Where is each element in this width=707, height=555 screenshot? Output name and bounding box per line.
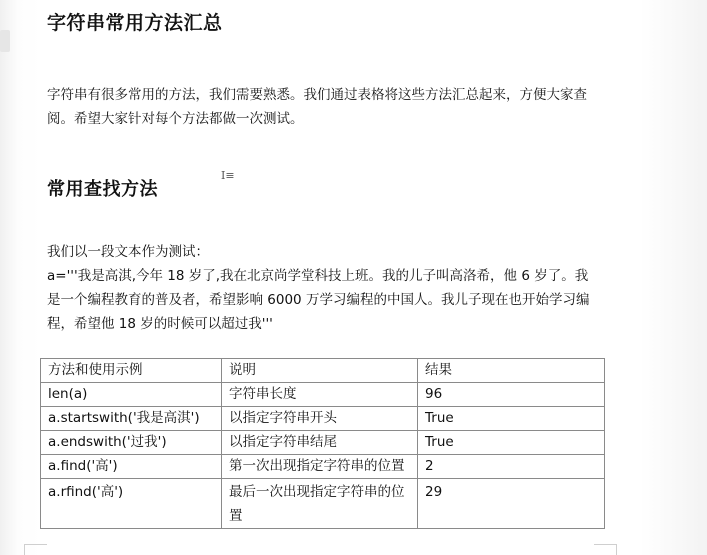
table-row [41,455,605,479]
table-cell: 29 [418,479,605,529]
table-cell: 2 [418,455,605,479]
table-header-cell: 说明 [222,359,418,383]
table-cell: 最后一次出现指定字符串的位置 [222,479,418,529]
table-header-cell: 结果 [418,359,605,383]
intro-paragraph: 字符串有很多常用的方法，我们需要熟悉。我们通过表格将这些方法汇总起来，方便大家查阅。希望大家针对每个方法都做一次测试。 [47,87,587,127]
table-cell: len(a) [41,383,222,407]
table-cell: a.find('高') [41,455,222,479]
table-cell: a.endswith('过我') [41,431,222,455]
table-header-cell: 方法和使用示例 [41,359,222,383]
page-corner-mark [24,544,47,555]
table-row [41,383,605,407]
table-row [41,431,605,455]
table-cell: 96 [418,383,605,407]
table-cell: True [418,407,605,431]
example-line: a='''我是高淇,今年 18 岁了,我在北京尚学堂科技上班。我的儿子叫高洛希，他 6 岁了。我 [47,268,589,284]
example-line: 我们以一段文本作为测试： [47,244,209,260]
margin-marker [0,30,10,52]
table-cell: True [418,431,605,455]
page-corner-mark [594,544,617,555]
example-paragraph [47,240,607,336]
table-cell: a.startswith('我是高淇') [41,407,222,431]
table-header-row [41,359,605,383]
section-title: 常用查找方法 [47,179,158,200]
example-line: 是一个编程教育的普及者，希望影响 6000 万学习编程的中国人。我儿子现在也开始学习编 [47,292,590,308]
table-row [41,479,605,529]
example-line: 程，希望他 18 岁的时候可以超过我''' [47,316,273,332]
methods-table [40,358,605,529]
table-row [41,407,605,431]
table-cell: 字符串长度 [222,383,418,407]
page-title: 字符串常用方法汇总 [47,12,223,34]
text-cursor-icon: I≡ [221,169,235,182]
table-cell: 以指定字符串结尾 [222,431,418,455]
table-cell: 第一次出现指定字符串的位置 [222,455,418,479]
table-cell: a.rfind('高') [41,479,222,529]
table-cell: 以指定字符串开头 [222,407,418,431]
